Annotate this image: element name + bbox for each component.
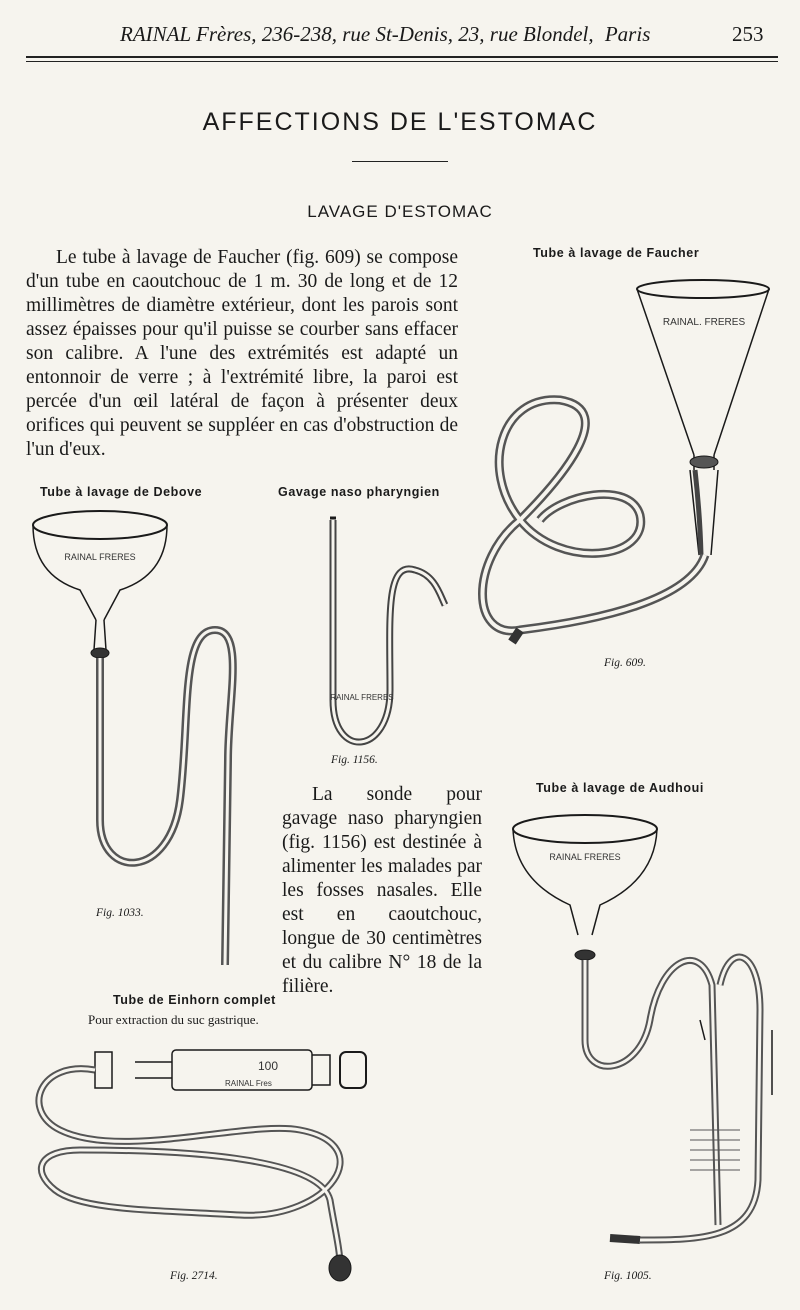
audhoui-illustration [513,815,772,1240]
einhorn-sublabel: Pour extraction du suc gastrique. [88,1012,259,1027]
faucher-paragraph: Le tube à lavage de Faucher (fig. 609) se compose d'un tube en caoutchouc de 1 m. 30 de long et de 12 millimètres de diamètre extérieur, dont les parois sont assez épaisses pour qu'il puisse se courber sans effacer son calibre. A l'une des extrémités est adapté un entonnoir de verre ; à l'extrémité libre, la paroi est percée d'un œil latéral de façon à présenter deux orifices qui peuvent se suppléer en cas d'obstruction de l'un d'eux. [26,247,458,460]
gavage-caption: Fig. 1156. [331,754,378,766]
audhoui-caption: Fig. 1005. [604,1270,652,1282]
audhoui-label: Tube à lavage de Audhoui [536,781,704,795]
faucher-caption: Fig. 609. [604,657,646,669]
gavage-label: Gavage naso pharyngien [278,485,440,499]
sonde-paragraph: La sonde pour gavage naso pharyngien (fig. 1156) est destinée à alimenter les malades par les fosses nasales. Elle est en caoutchouc, longue de 30 centimètres et du calibre N° 18 de la filière. [282,784,482,997]
running-title: RAINAL Frères, 236-238, rue St-Denis, 23, rue Blondel, [120,22,594,46]
debove-caption: Fig. 1033. [96,907,144,919]
debove-funnel-text: RAINAL FRERES [64,552,136,562]
page-title: AFFECTIONS DE L'ESTOMAC [202,108,598,136]
debove-label: Tube à lavage de Debove [40,485,203,499]
gavage-tube-text: RAINAL FRERES [330,693,394,702]
faucher-illustration [483,280,770,642]
faucher-label: Tube à lavage de Faucher [533,246,700,260]
running-city: Paris [604,22,651,46]
einhorn-scale-text: 100 [258,1059,279,1073]
einhorn-syringe-text: RAINAL Fres [225,1079,272,1088]
faucher-funnel-text: RAINAL. FRERES [662,317,746,328]
audhoui-funnel-text: RAINAL FRERES [549,852,621,862]
einhorn-illustration [39,1050,366,1281]
gavage-illustration [330,518,445,742]
einhorn-caption: Fig. 2714. [170,1270,218,1282]
section-title: LAVAGE D'ESTOMAC [307,202,493,221]
page-number: 253 [732,22,764,46]
debove-illustration [33,511,233,965]
einhorn-label: Tube de Einhorn complet [113,993,276,1007]
